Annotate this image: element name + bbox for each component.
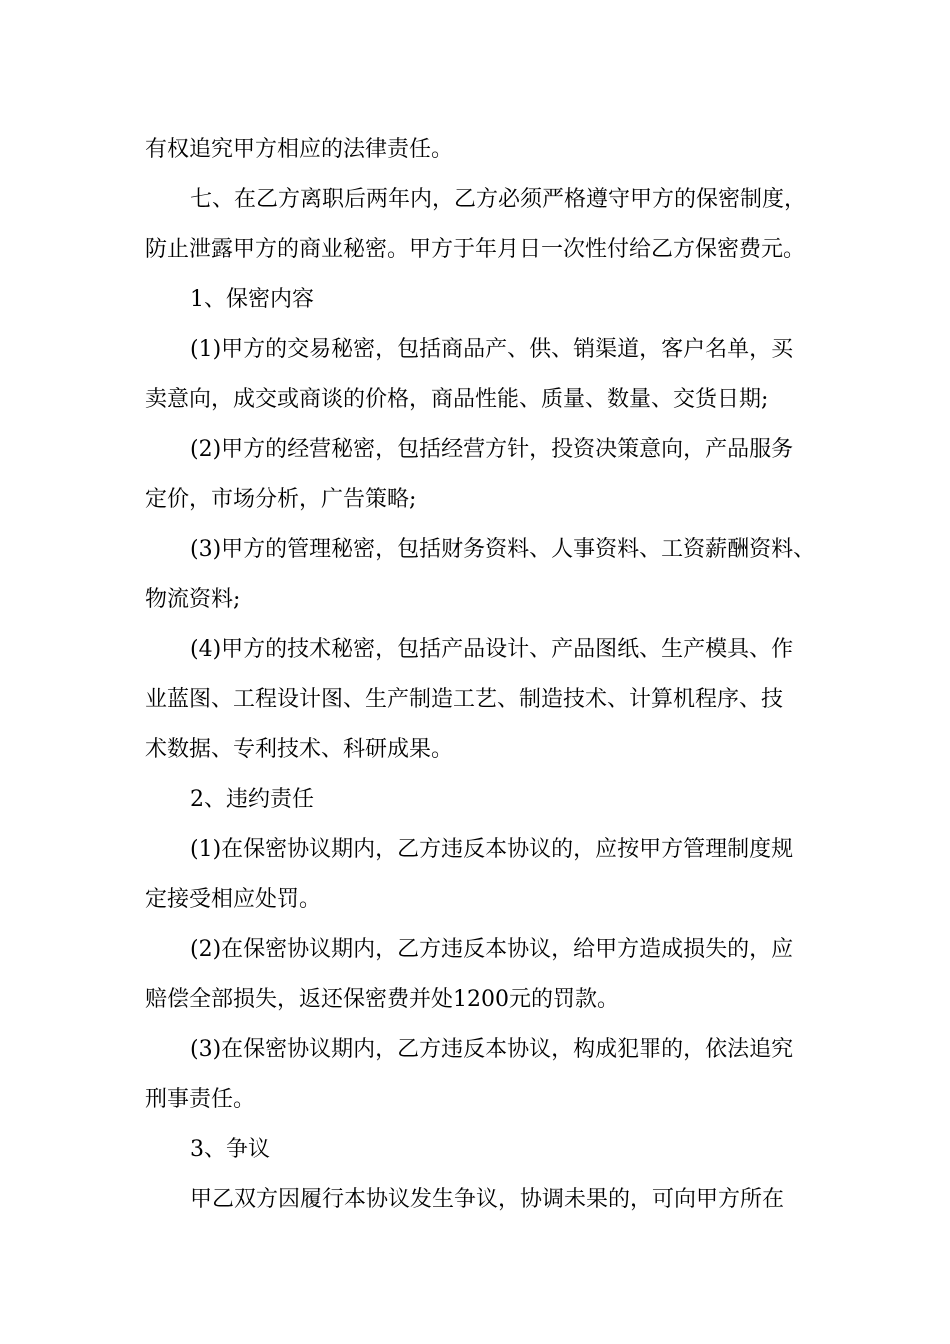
text-line: 卖意向，成交或商谈的价格，商品性能、质量、数量、交货日期; bbox=[145, 387, 769, 412]
text-line: 定接受相应处罚。 bbox=[145, 887, 322, 912]
section-heading: 2、违约责任 bbox=[190, 787, 314, 812]
text-line: 定价，市场分析，广告策略; bbox=[145, 487, 417, 512]
text-line: 物流资料; bbox=[145, 587, 241, 612]
text-line: (1)在保密协议期内，乙方违反本协议的，应按甲方管理制度规 bbox=[190, 837, 794, 862]
text-line: 有权追究甲方相应的法律责任。 bbox=[145, 137, 454, 162]
text-line: (3)甲方的管理秘密，包括财务资料、人事资料、工资薪酬资料、 bbox=[190, 537, 816, 562]
text-line: 甲乙双方因履行本协议发生争议，协调未果的，可向甲方所在 bbox=[190, 1187, 785, 1212]
text-line: 术数据、专利技术、科研成果。 bbox=[145, 737, 454, 762]
section-heading: 1、保密内容 bbox=[190, 287, 314, 312]
text-line: (2)甲方的经营秘密，包括经营方针，投资决策意向，产品服务 bbox=[190, 437, 794, 462]
text-line: 刑事责任。 bbox=[145, 1087, 256, 1112]
text-line: 七、在乙方离职后两年内，乙方必须严格遵守甲方的保密制度， bbox=[190, 187, 807, 212]
text-line: 防止泄露甲方的商业秘密。甲方于年月日一次性付给乙方保密费元。 bbox=[145, 237, 806, 262]
text-line: (1)甲方的交易秘密，包括商品产、供、销渠道，客户名单，买 bbox=[190, 337, 794, 362]
text-line: 赔偿全部损失，返还保密费并处1200元的罚款。 bbox=[145, 987, 619, 1012]
text-line: (2)在保密协议期内，乙方违反本协议，给甲方造成损失的，应 bbox=[190, 937, 794, 962]
text-line: (3)在保密协议期内，乙方违反本协议，构成犯罪的，依法追究 bbox=[190, 1037, 794, 1062]
text-line: 业蓝图、工程设计图、生产制造工艺、制造技术、计算机程序、技 bbox=[145, 687, 784, 712]
text-line: (4)甲方的技术秘密，包括产品设计、产品图纸、生产模具、作 bbox=[190, 637, 794, 662]
section-heading: 3、争议 bbox=[190, 1137, 270, 1162]
